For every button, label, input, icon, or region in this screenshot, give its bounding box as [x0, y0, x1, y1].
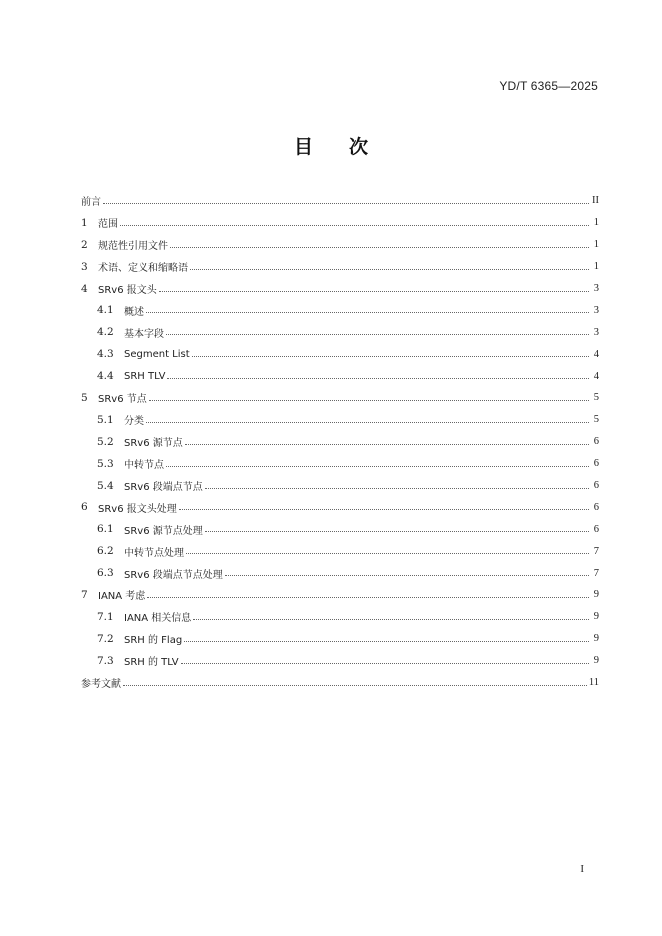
toc-entry-page: 6 [593, 523, 599, 535]
table-of-contents [81, 190, 599, 693]
toc-entry-title: SRv6 节点 [98, 394, 147, 406]
toc-entry-title: SRv6 报文头 [98, 285, 157, 296]
toc-entry[interactable] [81, 453, 599, 475]
toc-entry-title: 中转节点处理 [124, 547, 184, 559]
toc-heading [0, 132, 662, 159]
toc-dot-leader [181, 656, 589, 664]
toc-dot-leader [193, 612, 589, 620]
toc-entry-title: 基本字段 [124, 328, 164, 340]
toc-entry-title: 术语、定义和缩略语 [98, 263, 188, 275]
toc-entry-title: SRv6 源节点处理 [124, 525, 203, 537]
toc-entry[interactable] [81, 672, 599, 694]
toc-entry[interactable] [81, 234, 599, 256]
toc-entry-number: 6 [81, 501, 88, 514]
toc-entry-page: 6 [593, 501, 599, 513]
toc-entry-title: 概述 [124, 306, 144, 318]
toc-entry-number: 6.2 [97, 545, 114, 558]
toc-dot-leader [167, 371, 589, 379]
toc-dot-leader [123, 678, 587, 686]
toc-entry-title: SRv6 段端点节点处理 [124, 569, 223, 581]
toc-dot-leader [146, 305, 589, 313]
toc-entry-number: 4.1 [97, 304, 114, 317]
toc-entry[interactable] [81, 475, 599, 497]
toc-dot-leader [103, 196, 589, 204]
toc-entry-page: II [592, 195, 599, 207]
toc-entry-page: 9 [593, 589, 599, 601]
toc-entry-page: 4 [593, 348, 599, 360]
toc-entry-title: SRH 的 Flag [124, 635, 183, 647]
toc-heading-char-2: 次 [349, 136, 369, 158]
toc-entry[interactable] [81, 190, 599, 212]
toc-entry-page: 1 [593, 239, 599, 251]
toc-entry[interactable] [81, 256, 599, 278]
toc-entry-title: 前言 [81, 197, 101, 209]
toc-dot-leader [205, 524, 589, 532]
toc-entry[interactable] [81, 365, 599, 387]
toc-entry-number: 5.4 [97, 479, 114, 492]
toc-entry-page: 11 [588, 677, 599, 689]
toc-entry[interactable] [81, 387, 599, 409]
toc-entry[interactable] [81, 343, 599, 365]
toc-entry-title: 中转节点 [124, 460, 164, 472]
toc-dot-leader [185, 437, 589, 445]
toc-entry-title: SRv6 源节点 [124, 438, 183, 450]
toc-entry-page: 5 [593, 392, 599, 404]
toc-dot-leader [170, 240, 589, 248]
toc-entry[interactable] [81, 540, 599, 562]
toc-entry-page: 1 [593, 217, 599, 229]
toc-dot-leader [166, 459, 589, 467]
toc-entry[interactable] [81, 212, 599, 234]
toc-entry[interactable] [81, 496, 599, 518]
standard-code: YD/T 6365—2025 [499, 79, 598, 93]
toc-dot-leader [120, 218, 589, 226]
toc-entry-title: SRH 的 TLV [124, 657, 179, 669]
toc-entry-number: 5.3 [97, 457, 114, 470]
toc-entry-page: 7 [593, 545, 599, 557]
toc-dot-leader [147, 590, 589, 598]
toc-entry-title: IANA 考虑 [98, 591, 146, 603]
toc-entry-title: SRv6 段端点节点 [124, 482, 203, 494]
toc-entry-title: SRv6 报文头处理 [98, 503, 177, 515]
toc-entry[interactable] [81, 278, 599, 300]
toc-dot-leader [166, 327, 589, 335]
toc-entry-page: 7 [593, 567, 599, 579]
toc-entry-page: 5 [593, 414, 599, 426]
toc-entry-title: 规范性引用文件 [98, 241, 168, 253]
toc-entry-number: 6.1 [97, 523, 114, 536]
toc-dot-leader [149, 393, 589, 401]
toc-entry[interactable] [81, 628, 599, 650]
toc-dot-leader [146, 415, 589, 423]
toc-entry[interactable] [81, 518, 599, 540]
toc-entry[interactable] [81, 321, 599, 343]
toc-entry-page: 3 [593, 283, 599, 294]
toc-entry-number: 4.2 [97, 326, 114, 339]
toc-entry[interactable] [81, 606, 599, 628]
toc-dot-leader [192, 349, 589, 357]
toc-entry-number: 5.2 [97, 435, 114, 448]
toc-entry-number: 3 [81, 260, 88, 273]
toc-entry-page: 3 [593, 304, 599, 316]
toc-entry-page: 3 [593, 326, 599, 338]
toc-dot-leader [186, 546, 589, 554]
toc-entry-number: 6.3 [97, 567, 114, 580]
toc-entry-number: 7 [81, 588, 88, 601]
toc-entry-title: 范围 [98, 219, 118, 231]
toc-entry-page: 9 [593, 611, 599, 623]
toc-entry[interactable] [81, 562, 599, 584]
toc-entry-title: 参考文献 [81, 679, 121, 691]
toc-entry-title: SRH TLV [124, 370, 166, 382]
toc-entry-number: 7.1 [97, 610, 114, 623]
toc-entry-number: 4 [81, 282, 88, 295]
toc-entry-page: 1 [593, 261, 599, 273]
toc-entry-page: 6 [593, 436, 599, 448]
toc-dot-leader [179, 502, 589, 510]
toc-dot-leader [205, 481, 589, 489]
toc-entry-page: 4 [593, 370, 599, 382]
toc-entry-number: 7.3 [97, 654, 114, 667]
toc-entry-number: 7.2 [97, 632, 114, 645]
toc-entry-number: 2 [81, 238, 88, 251]
toc-entry[interactable] [81, 584, 599, 606]
toc-entry-page: 6 [593, 480, 599, 492]
toc-entry[interactable] [81, 299, 599, 321]
toc-dot-leader [225, 568, 589, 576]
toc-entry-title: IANA 相关信息 [124, 613, 192, 625]
toc-entry[interactable] [81, 431, 599, 453]
toc-entry-number: 4.3 [97, 348, 114, 361]
toc-heading-char-1: 目 [293, 136, 313, 158]
toc-entry-page: 9 [593, 633, 599, 645]
toc-dot-leader [190, 262, 589, 270]
toc-entry-number: 1 [81, 216, 88, 229]
toc-dot-leader [184, 634, 589, 642]
toc-entry-page: 9 [593, 655, 599, 667]
page-number: I [580, 863, 584, 875]
toc-entry-number: 4.4 [97, 370, 114, 383]
toc-entry-page: 6 [593, 458, 599, 470]
toc-entry[interactable] [81, 650, 599, 672]
toc-dot-leader [159, 284, 589, 292]
toc-entry-title: Segment List [124, 348, 190, 360]
toc-entry-number: 5 [81, 391, 88, 404]
toc-entry-title: 分类 [124, 416, 144, 428]
toc-entry-number: 5.1 [97, 413, 114, 426]
toc-entry[interactable] [81, 409, 599, 431]
